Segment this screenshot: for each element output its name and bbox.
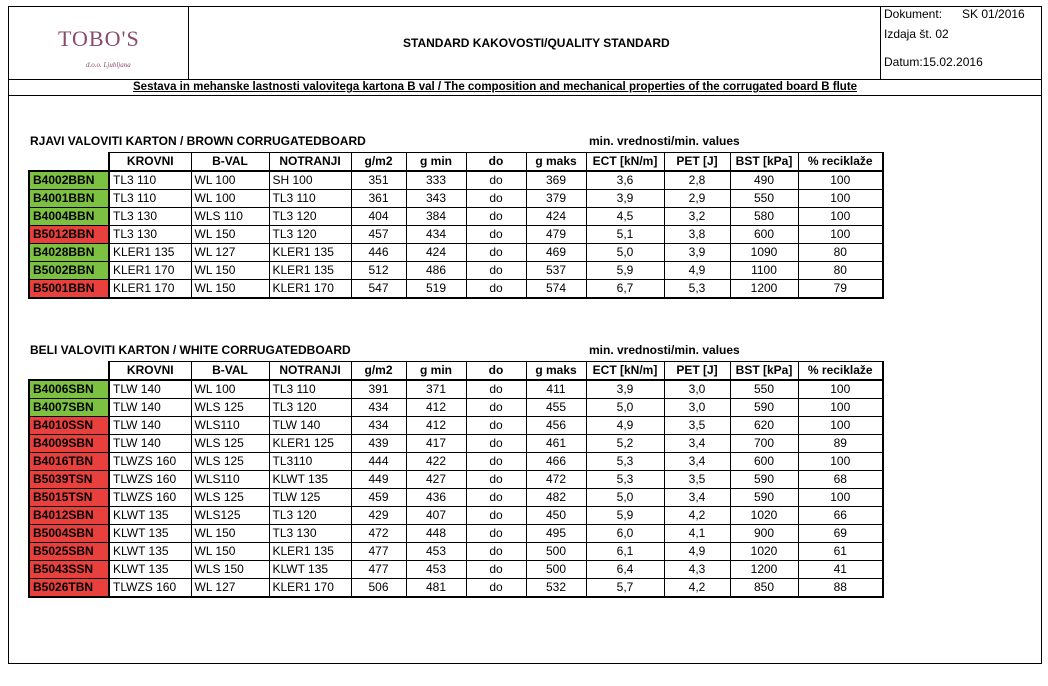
cell-gm2: 457 (351, 226, 406, 244)
cell-gmin: 424 (406, 244, 466, 262)
cell-notranji: KLER1 135 (269, 244, 351, 262)
cell-bst: 620 (730, 417, 798, 435)
cell-ect: 3,9 (586, 380, 664, 399)
product-code: B5025SBN (29, 543, 109, 561)
cell-ect: 4,5 (586, 208, 664, 226)
cell-bval: WL 100 (191, 190, 269, 208)
cell-ect: 4,9 (586, 417, 664, 435)
column-header: B-VAL (191, 153, 269, 172)
cell-do: do (466, 417, 526, 435)
cell-krovni: TLWZS 160 (109, 489, 191, 507)
cell-bst: 490 (730, 171, 798, 190)
cell-gmin: 343 (406, 190, 466, 208)
cell-gmaks: 574 (526, 280, 586, 299)
cell-gmin: 453 (406, 543, 466, 561)
column-header: g maks (526, 362, 586, 381)
header-divider-left (188, 6, 189, 79)
white-min-values: min. vrednosti/min. values (589, 343, 740, 357)
cell-gmin: 427 (406, 471, 466, 489)
product-code: B4007SBN (29, 399, 109, 417)
cell-pet: 4,9 (664, 262, 730, 280)
column-header: g/m2 (351, 362, 406, 381)
cell-notranji: TL3 110 (269, 190, 351, 208)
cell-rec: 66 (798, 507, 883, 525)
cell-bst: 590 (730, 471, 798, 489)
table-row (29, 507, 883, 525)
column-header: do (466, 362, 526, 381)
cell-gmin: 481 (406, 579, 466, 598)
cell-gmaks: 466 (526, 453, 586, 471)
product-code: B5002BBN (29, 262, 109, 280)
cell-gmaks: 469 (526, 244, 586, 262)
cell-ect: 6,0 (586, 525, 664, 543)
cell-krovni: KLWT 135 (109, 561, 191, 579)
cell-gm2: 446 (351, 244, 406, 262)
cell-rec: 100 (798, 226, 883, 244)
cell-do: do (466, 262, 526, 280)
cell-bst: 550 (730, 380, 798, 399)
cell-gm2: 449 (351, 471, 406, 489)
cell-gmin: 422 (406, 453, 466, 471)
cell-rec: 61 (798, 543, 883, 561)
cell-do: do (466, 244, 526, 262)
cell-pet: 3,0 (664, 380, 730, 399)
column-header: do (466, 153, 526, 172)
cell-gm2: 391 (351, 380, 406, 399)
cell-pet: 3,4 (664, 435, 730, 453)
cell-bval: WL 127 (191, 244, 269, 262)
product-code: B4004BBN (29, 208, 109, 226)
cell-ect: 5,2 (586, 435, 664, 453)
cell-do: do (466, 579, 526, 598)
cell-krovni: KLWT 135 (109, 525, 191, 543)
cell-ect: 5,9 (586, 262, 664, 280)
cell-notranji: TL3 120 (269, 507, 351, 525)
cell-rec: 79 (798, 280, 883, 299)
cell-ect: 3,6 (586, 171, 664, 190)
cell-bst: 1200 (730, 561, 798, 579)
cell-bval: WLS110 (191, 471, 269, 489)
cell-rec: 100 (798, 453, 883, 471)
table-row (29, 453, 883, 471)
cell-rec: 100 (798, 208, 883, 226)
cell-pet: 3,9 (664, 244, 730, 262)
cell-gmaks: 456 (526, 417, 586, 435)
product-code: B5012BBN (29, 226, 109, 244)
cell-gmaks: 482 (526, 489, 586, 507)
brown-section-title: RJAVI VALOVITI KARTON / BROWN CORRUGATEDBOARD (30, 134, 366, 148)
column-header (29, 153, 109, 172)
cell-pet: 3,4 (664, 453, 730, 471)
product-code: B5026TBN (29, 579, 109, 598)
cell-ect: 6,4 (586, 561, 664, 579)
product-code: B5043SSN (29, 561, 109, 579)
cell-pet: 3,5 (664, 471, 730, 489)
product-code: B5039TSN (29, 471, 109, 489)
cell-gmin: 486 (406, 262, 466, 280)
product-code: B5015TSN (29, 489, 109, 507)
cell-gmaks: 537 (526, 262, 586, 280)
cell-pet: 4,2 (664, 579, 730, 598)
cell-pet: 3,5 (664, 417, 730, 435)
cell-pet: 5,3 (664, 280, 730, 299)
cell-rec: 89 (798, 435, 883, 453)
product-code: B4006SBN (29, 380, 109, 399)
cell-krovni: KLER1 135 (109, 244, 191, 262)
cell-notranji: KLER1 135 (269, 543, 351, 561)
column-header: KROVNI (109, 153, 191, 172)
cell-rec: 69 (798, 525, 883, 543)
product-code: B4002BBN (29, 171, 109, 190)
cell-ect: 5,9 (586, 507, 664, 525)
cell-gmin: 453 (406, 561, 466, 579)
cell-bst: 1200 (730, 280, 798, 299)
column-header: ECT [kN/m] (586, 153, 664, 172)
cell-bst: 580 (730, 208, 798, 226)
table-row (29, 171, 883, 190)
cell-krovni: TL3 110 (109, 190, 191, 208)
cell-gmaks: 379 (526, 190, 586, 208)
cell-notranji: TL3110 (269, 453, 351, 471)
column-header: g maks (526, 153, 586, 172)
cell-notranji: TLW 125 (269, 489, 351, 507)
table-row (29, 380, 883, 399)
cell-bst: 700 (730, 435, 798, 453)
cell-krovni: KLER1 170 (109, 262, 191, 280)
cell-pet: 3,0 (664, 399, 730, 417)
table-row (29, 190, 883, 208)
cell-bval: WLS 125 (191, 453, 269, 471)
cell-gmin: 407 (406, 507, 466, 525)
cell-do: do (466, 471, 526, 489)
cell-do: do (466, 489, 526, 507)
cell-notranji: TL3 110 (269, 380, 351, 399)
page-title: STANDARD KAKOVOSTI/QUALITY STANDARD (403, 36, 670, 50)
column-header: g min (406, 362, 466, 381)
cell-gmaks: 461 (526, 435, 586, 453)
document-label: Dokument: (884, 7, 943, 21)
document-subtitle: Sestava in mehanske lastnosti valovitega kartona B val / The composition and mechanical properties of the corrugated board B flute (133, 81, 858, 93)
table-row (29, 399, 883, 417)
brown-table (28, 152, 884, 299)
cell-pet: 4,2 (664, 507, 730, 525)
table-row (29, 280, 883, 299)
cell-bst: 590 (730, 489, 798, 507)
column-header: KROVNI (109, 362, 191, 381)
cell-pet: 3,8 (664, 226, 730, 244)
cell-bval: WL 150 (191, 543, 269, 561)
cell-bval: WL 100 (191, 171, 269, 190)
product-code: B4010SSN (29, 417, 109, 435)
cell-ect: 5,7 (586, 579, 664, 598)
cell-gmin: 371 (406, 380, 466, 399)
cell-gm2: 404 (351, 208, 406, 226)
cell-ect: 6,1 (586, 543, 664, 561)
product-code: B4012SBN (29, 507, 109, 525)
table-row (29, 543, 883, 561)
cell-bst: 600 (730, 226, 798, 244)
cell-gmin: 333 (406, 171, 466, 190)
cell-rec: 80 (798, 262, 883, 280)
cell-ect: 3,9 (586, 190, 664, 208)
product-code: B5004SBN (29, 525, 109, 543)
cell-gmaks: 411 (526, 380, 586, 399)
cell-bst: 600 (730, 453, 798, 471)
cell-bval: WL 150 (191, 280, 269, 299)
cell-ect: 6,7 (586, 280, 664, 299)
cell-bval: WLS 125 (191, 399, 269, 417)
cell-rec: 80 (798, 244, 883, 262)
cell-gm2: 477 (351, 543, 406, 561)
column-header: g/m2 (351, 153, 406, 172)
cell-do: do (466, 280, 526, 299)
cell-notranji: KLER1 135 (269, 262, 351, 280)
table-row (29, 561, 883, 579)
cell-do: do (466, 543, 526, 561)
product-code: B4016TBN (29, 453, 109, 471)
cell-gm2: 434 (351, 399, 406, 417)
cell-rec: 100 (798, 417, 883, 435)
column-header: g min (406, 153, 466, 172)
cell-bval: WL 100 (191, 380, 269, 399)
cell-bval: WLS125 (191, 507, 269, 525)
product-code: B4028BBN (29, 244, 109, 262)
column-header: PET [J] (664, 362, 730, 381)
cell-pet: 2,8 (664, 171, 730, 190)
header-divider-right (880, 6, 881, 79)
cell-rec: 41 (798, 561, 883, 579)
cell-gm2: 429 (351, 507, 406, 525)
cell-rec: 100 (798, 489, 883, 507)
product-code: B5001BBN (29, 280, 109, 299)
logo-subtext: d.o.o. Ljubljana (86, 61, 131, 69)
cell-gm2: 439 (351, 435, 406, 453)
table-row (29, 579, 883, 598)
cell-bst: 900 (730, 525, 798, 543)
cell-notranji: KLWT 135 (269, 561, 351, 579)
column-header: NOTRANJI (269, 362, 351, 381)
cell-bval: WLS 125 (191, 489, 269, 507)
cell-pet: 4,9 (664, 543, 730, 561)
cell-bst: 590 (730, 399, 798, 417)
table-row (29, 417, 883, 435)
cell-bst: 1100 (730, 262, 798, 280)
cell-bst: 1020 (730, 507, 798, 525)
cell-do: do (466, 435, 526, 453)
cell-gmin: 384 (406, 208, 466, 226)
table-header-row (29, 362, 883, 381)
cell-notranji: KLWT 135 (269, 471, 351, 489)
cell-gm2: 361 (351, 190, 406, 208)
product-code: B4001BBN (29, 190, 109, 208)
cell-bval: WL 150 (191, 262, 269, 280)
cell-krovni: TLW 140 (109, 417, 191, 435)
cell-rec: 100 (798, 190, 883, 208)
table-row (29, 226, 883, 244)
document-date: Datum:15.02.2016 (884, 55, 983, 69)
cell-do: do (466, 507, 526, 525)
cell-bval: WLS 125 (191, 435, 269, 453)
cell-ect: 5,1 (586, 226, 664, 244)
column-header: BST [kPa] (730, 153, 798, 172)
column-header: PET [J] (664, 153, 730, 172)
cell-krovni: TLW 140 (109, 435, 191, 453)
column-header: B-VAL (191, 362, 269, 381)
table-row (29, 262, 883, 280)
cell-ect: 5,0 (586, 489, 664, 507)
cell-do: do (466, 208, 526, 226)
cell-krovni: TL3 130 (109, 226, 191, 244)
header-bottom-line (8, 79, 1042, 80)
cell-krovni: KLWT 135 (109, 507, 191, 525)
logo: TOBO'S (58, 26, 140, 51)
cell-bst: 850 (730, 579, 798, 598)
cell-bval: WLS 150 (191, 561, 269, 579)
cell-gm2: 477 (351, 561, 406, 579)
cell-rec: 100 (798, 399, 883, 417)
cell-gm2: 459 (351, 489, 406, 507)
cell-notranji: TL3 120 (269, 208, 351, 226)
table-row (29, 244, 883, 262)
cell-krovni: TLW 140 (109, 380, 191, 399)
cell-gm2: 444 (351, 453, 406, 471)
cell-rec: 100 (798, 171, 883, 190)
cell-do: do (466, 525, 526, 543)
cell-krovni: TLWZS 160 (109, 453, 191, 471)
cell-bst: 1020 (730, 543, 798, 561)
column-header: % reciklaže (798, 362, 883, 381)
cell-bval: WL 127 (191, 579, 269, 598)
column-header: NOTRANJI (269, 153, 351, 172)
cell-bval: WLS110 (191, 417, 269, 435)
table-row (29, 208, 883, 226)
table-row (29, 525, 883, 543)
cell-gm2: 547 (351, 280, 406, 299)
brown-min-values: min. vrednosti/min. values (589, 134, 740, 148)
cell-gmaks: 450 (526, 507, 586, 525)
cell-ect: 5,3 (586, 471, 664, 489)
cell-notranji: TL3 120 (269, 399, 351, 417)
cell-do: do (466, 453, 526, 471)
cell-notranji: KLER1 125 (269, 435, 351, 453)
cell-gm2: 434 (351, 417, 406, 435)
table-header-row (29, 153, 883, 172)
cell-gmin: 417 (406, 435, 466, 453)
cell-do: do (466, 171, 526, 190)
cell-do: do (466, 399, 526, 417)
cell-krovni: TLWZS 160 (109, 579, 191, 598)
column-header: ECT [kN/m] (586, 362, 664, 381)
cell-gmaks: 472 (526, 471, 586, 489)
column-header: BST [kPa] (730, 362, 798, 381)
cell-krovni: TL3 130 (109, 208, 191, 226)
cell-do: do (466, 561, 526, 579)
cell-do: do (466, 226, 526, 244)
cell-do: do (466, 380, 526, 399)
cell-ect: 5,3 (586, 453, 664, 471)
subtitle-bottom-line (8, 95, 1042, 96)
edition-number: Izdaja št. 02 (884, 27, 949, 41)
cell-notranji: SH 100 (269, 171, 351, 190)
cell-notranji: TL3 130 (269, 525, 351, 543)
cell-gmin: 436 (406, 489, 466, 507)
cell-pet: 2,9 (664, 190, 730, 208)
cell-notranji: KLER1 170 (269, 579, 351, 598)
cell-pet: 4,3 (664, 561, 730, 579)
cell-gmaks: 369 (526, 171, 586, 190)
cell-gm2: 506 (351, 579, 406, 598)
cell-krovni: TLW 140 (109, 399, 191, 417)
cell-rec: 100 (798, 380, 883, 399)
cell-gmin: 519 (406, 280, 466, 299)
cell-notranji: TL3 120 (269, 226, 351, 244)
cell-gmaks: 495 (526, 525, 586, 543)
cell-gmaks: 424 (526, 208, 586, 226)
table-row (29, 471, 883, 489)
cell-gm2: 512 (351, 262, 406, 280)
cell-gmin: 448 (406, 525, 466, 543)
cell-krovni: TL3 110 (109, 171, 191, 190)
document-number: SK 01/2016 (962, 7, 1025, 21)
cell-gmaks: 532 (526, 579, 586, 598)
cell-krovni: TLWZS 160 (109, 471, 191, 489)
cell-gmaks: 455 (526, 399, 586, 417)
cell-bst: 1090 (730, 244, 798, 262)
cell-rec: 68 (798, 471, 883, 489)
cell-krovni: KLER1 170 (109, 280, 191, 299)
cell-pet: 4,1 (664, 525, 730, 543)
cell-do: do (466, 190, 526, 208)
cell-pet: 3,4 (664, 489, 730, 507)
cell-gm2: 351 (351, 171, 406, 190)
cell-gmin: 412 (406, 417, 466, 435)
cell-ect: 5,0 (586, 399, 664, 417)
cell-pet: 3,2 (664, 208, 730, 226)
cell-ect: 5,0 (586, 244, 664, 262)
cell-rec: 88 (798, 579, 883, 598)
cell-gmaks: 500 (526, 561, 586, 579)
column-header (29, 362, 109, 381)
product-code: B4009SBN (29, 435, 109, 453)
cell-gmaks: 479 (526, 226, 586, 244)
cell-gmin: 434 (406, 226, 466, 244)
cell-gmaks: 500 (526, 543, 586, 561)
cell-bval: WLS 110 (191, 208, 269, 226)
cell-krovni: KLWT 135 (109, 543, 191, 561)
column-header: % reciklaže (798, 153, 883, 172)
table-row (29, 435, 883, 453)
cell-gm2: 472 (351, 525, 406, 543)
cell-notranji: KLER1 170 (269, 280, 351, 299)
white-table (28, 361, 884, 598)
cell-notranji: TLW 140 (269, 417, 351, 435)
cell-bval: WL 150 (191, 525, 269, 543)
cell-bval: WL 150 (191, 226, 269, 244)
table-row (29, 489, 883, 507)
cell-bst: 550 (730, 190, 798, 208)
white-section-title: BELI VALOVITI KARTON / WHITE CORRUGATEDBOARD (30, 343, 351, 357)
cell-gmin: 412 (406, 399, 466, 417)
